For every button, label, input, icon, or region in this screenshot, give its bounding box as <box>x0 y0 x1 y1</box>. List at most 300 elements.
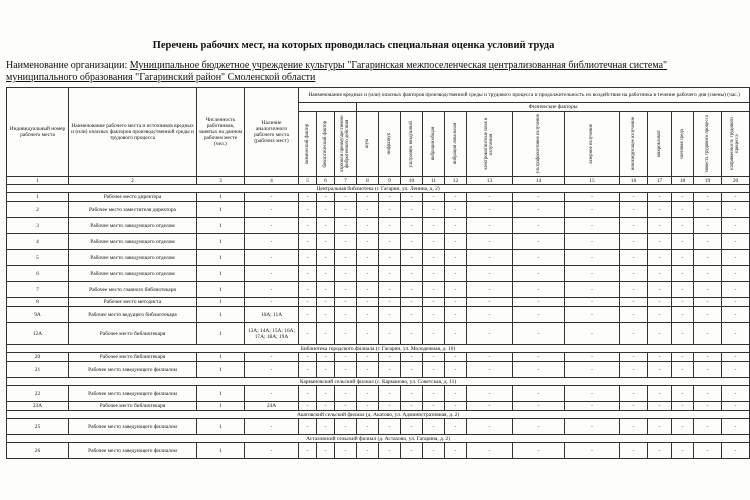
factor-value: - <box>445 419 467 435</box>
workplace-number: 20 <box>7 353 69 362</box>
factor-value: - <box>620 218 648 234</box>
factor-value: - <box>335 218 357 234</box>
workplace-number: 5 <box>7 250 69 266</box>
analog-workplaces: 24А <box>245 402 299 411</box>
workplace-number: 3 <box>7 218 69 234</box>
factor-value: - <box>648 323 672 345</box>
factor-value: - <box>694 362 722 378</box>
section-row <box>7 411 750 419</box>
factor-value: - <box>299 298 317 307</box>
factor-value: - <box>722 298 750 307</box>
factor-value: - <box>648 266 672 282</box>
factor-value: - <box>299 266 317 282</box>
header-factor <box>445 112 467 177</box>
header-factor <box>357 112 379 177</box>
column-number: 16 <box>620 177 648 185</box>
factor-value: - <box>335 234 357 250</box>
factor-value: - <box>672 419 694 435</box>
factor-value: - <box>401 202 423 218</box>
header-factor-label: вибрация общая <box>430 127 436 161</box>
factor-value: - <box>467 419 513 435</box>
workplace-name: Рабочее место заведующего филиалом <box>69 443 197 459</box>
workplace-name: Рабочее место библиотекаря <box>69 323 197 345</box>
factor-value: - <box>335 298 357 307</box>
table-row <box>7 202 750 218</box>
worker-count: 1 <box>197 298 245 307</box>
factor-value: - <box>648 419 672 435</box>
factor-value: - <box>620 419 648 435</box>
factor-value: - <box>357 266 379 282</box>
factor-value: - <box>317 266 335 282</box>
factor-value: - <box>672 323 694 345</box>
factor-value: - <box>445 266 467 282</box>
factor-value: - <box>620 353 648 362</box>
factor-value: - <box>694 250 722 266</box>
workplace-number: 12А <box>7 323 69 345</box>
factor-value: - <box>513 266 565 282</box>
header-factor <box>401 112 423 177</box>
factor-value: - <box>401 362 423 378</box>
factor-value: - <box>335 443 357 459</box>
table-row <box>7 307 750 323</box>
factor-value: - <box>513 362 565 378</box>
column-number: 5 <box>299 177 317 185</box>
factor-value: - <box>648 298 672 307</box>
factor-value: - <box>379 386 401 402</box>
factor-value: - <box>423 298 445 307</box>
workplace-number: 26 <box>7 443 69 459</box>
factor-value: - <box>423 266 445 282</box>
header-factor-label: тяжесть трудового процесса <box>704 115 710 173</box>
factor-value: - <box>565 250 620 266</box>
factor-value: - <box>513 202 565 218</box>
factor-value: - <box>467 234 513 250</box>
factor-value: - <box>299 282 317 298</box>
header-factor-label: вибрация локальная <box>452 123 458 165</box>
factor-value: - <box>672 193 694 202</box>
factor-value: - <box>299 323 317 345</box>
factor-value: - <box>317 193 335 202</box>
factor-value: - <box>620 202 648 218</box>
factor-value: - <box>722 193 750 202</box>
factor-value: - <box>335 266 357 282</box>
workplace-number: 7 <box>7 282 69 298</box>
workplace-number: 21 <box>7 362 69 378</box>
factor-value: - <box>357 353 379 362</box>
workplace-number: 23А <box>7 402 69 411</box>
factor-value: - <box>423 193 445 202</box>
factor-value: - <box>401 266 423 282</box>
factor-value: - <box>722 282 750 298</box>
workplace-name: Рабочее место методиста <box>69 298 197 307</box>
analog-workplaces: 10А; 11А <box>245 307 299 323</box>
factor-value: - <box>335 250 357 266</box>
factor-value: - <box>722 307 750 323</box>
worker-count: 1 <box>197 362 245 378</box>
factor-value: - <box>648 386 672 402</box>
factor-value: - <box>379 298 401 307</box>
header-factor-label: ионизирующее излучение <box>630 117 636 171</box>
analog-workplaces: - <box>245 234 299 250</box>
worker-count: 1 <box>197 202 245 218</box>
factor-value: - <box>648 307 672 323</box>
header-factor <box>565 112 620 177</box>
factor-value: - <box>513 386 565 402</box>
factor-value: - <box>379 402 401 411</box>
factor-value: - <box>722 402 750 411</box>
factor-value: - <box>648 250 672 266</box>
factor-value: - <box>379 193 401 202</box>
workplace-name: Рабочее место заместителя директора <box>69 202 197 218</box>
factor-value: - <box>335 419 357 435</box>
factor-value: - <box>672 218 694 234</box>
factor-value: - <box>379 202 401 218</box>
factor-value: - <box>445 250 467 266</box>
factor-value: - <box>565 234 620 250</box>
organization-name: Муниципальное бюджетное учреждение культуры "Гагаринская межпоселенческая централизованная библиотечная система" муниципального образования "Гагаринский район" Смоленской области <box>6 60 668 83</box>
workplace-name: Рабочее место заведующего филиалом <box>69 386 197 402</box>
factor-value: - <box>565 218 620 234</box>
factor-value: - <box>620 386 648 402</box>
factor-value: - <box>401 402 423 411</box>
factor-value: - <box>379 250 401 266</box>
workplace-number: 8 <box>7 298 69 307</box>
header-factor-label: электромагнитные поля и излучения <box>484 117 495 171</box>
workplaces-table <box>6 87 750 459</box>
factor-value: - <box>401 307 423 323</box>
factor-value: - <box>513 234 565 250</box>
section-title: Центральная библиотека (г. Гагарин, ул. Ленина, д. 2) <box>7 185 750 193</box>
factor-value: - <box>335 323 357 345</box>
factor-value: - <box>620 282 648 298</box>
analog-workplaces: - <box>245 353 299 362</box>
factor-value: - <box>513 353 565 362</box>
factor-value: - <box>694 282 722 298</box>
factor-value: - <box>565 386 620 402</box>
factor-value: - <box>565 323 620 345</box>
column-number: 12 <box>445 177 467 185</box>
factor-value: - <box>513 218 565 234</box>
factor-value: - <box>694 443 722 459</box>
factor-value: - <box>423 307 445 323</box>
factor-value: - <box>513 298 565 307</box>
header-factor-label: биологический фактор <box>322 120 328 168</box>
table-row <box>7 193 750 202</box>
factor-value: - <box>672 282 694 298</box>
factor-value: - <box>672 298 694 307</box>
factor-value: - <box>467 266 513 282</box>
factor-value: - <box>379 266 401 282</box>
factor-value: - <box>357 193 379 202</box>
factor-value: - <box>423 323 445 345</box>
factor-value: - <box>299 307 317 323</box>
header-factor <box>648 112 672 177</box>
workplace-number: 25 <box>7 419 69 435</box>
worker-count: 1 <box>197 353 245 362</box>
workplace-name: Рабочее место библиотекаря <box>69 402 197 411</box>
factor-value: - <box>335 202 357 218</box>
factor-value: - <box>648 202 672 218</box>
workplace-name: Рабочее место ведущего библиотекаря <box>69 307 197 323</box>
column-number: 3 <box>197 177 245 185</box>
table-row <box>7 218 750 234</box>
worker-count: 1 <box>197 218 245 234</box>
factor-value: - <box>722 443 750 459</box>
column-number: 18 <box>672 177 694 185</box>
header-factor <box>335 112 357 177</box>
factor-value: - <box>648 193 672 202</box>
factor-value: - <box>299 402 317 411</box>
factor-value: - <box>423 386 445 402</box>
table-row <box>7 386 750 402</box>
factor-value: - <box>648 402 672 411</box>
organization-line <box>6 60 696 84</box>
factor-value: - <box>694 402 722 411</box>
factor-value: - <box>423 362 445 378</box>
header-factor <box>672 112 694 177</box>
factor-value: - <box>467 443 513 459</box>
factor-value: - <box>401 298 423 307</box>
column-number: 6 <box>317 177 335 185</box>
column-number: 10 <box>401 177 423 185</box>
header-factor <box>317 112 335 177</box>
factor-value: - <box>445 234 467 250</box>
factor-value: - <box>357 402 379 411</box>
factor-value: - <box>379 323 401 345</box>
organization-label: Наименование организации: <box>6 60 128 71</box>
factor-value: - <box>648 282 672 298</box>
header-factor-label: инфразвук <box>386 133 392 155</box>
factor-value: - <box>620 402 648 411</box>
header-worker-count: Численность работников, занятых на данном рабочем месте (чел.) <box>197 88 245 177</box>
factor-value: - <box>445 307 467 323</box>
table-row <box>7 250 750 266</box>
table-row <box>7 402 750 411</box>
header-factor-label: ультрафиолетовое излучение <box>535 114 541 174</box>
factor-value: - <box>317 386 335 402</box>
factor-value: - <box>445 202 467 218</box>
workplace-name: Рабочее место заведующего отделом <box>69 250 197 266</box>
factor-value: - <box>648 362 672 378</box>
workplace-number: 22 <box>7 386 69 402</box>
factor-value: - <box>467 250 513 266</box>
factor-value: - <box>401 234 423 250</box>
factor-value: - <box>722 266 750 282</box>
factor-value: - <box>694 218 722 234</box>
workplace-number: 2 <box>7 202 69 218</box>
factor-value: - <box>513 419 565 435</box>
factor-value: - <box>317 443 335 459</box>
factor-value: - <box>722 250 750 266</box>
factor-value: - <box>467 218 513 234</box>
factor-value: - <box>379 362 401 378</box>
factor-value: - <box>722 323 750 345</box>
factor-value: - <box>299 202 317 218</box>
factor-value: - <box>379 443 401 459</box>
factor-value: - <box>423 218 445 234</box>
column-number: 8 <box>357 177 379 185</box>
workplace-name: Рабочее место заведующего филиалом <box>69 362 197 378</box>
factor-value: - <box>317 234 335 250</box>
table-row <box>7 419 750 435</box>
header-blank <box>299 103 357 112</box>
table-row <box>7 353 750 362</box>
header-factor <box>722 112 750 177</box>
factor-value: - <box>423 353 445 362</box>
factor-value: - <box>357 250 379 266</box>
factor-value: - <box>620 362 648 378</box>
factor-value: - <box>565 202 620 218</box>
factor-value: - <box>565 193 620 202</box>
factor-value: - <box>357 282 379 298</box>
factor-value: - <box>672 234 694 250</box>
table-row <box>7 266 750 282</box>
workplace-number: 6 <box>7 266 69 282</box>
page-title: Перечень рабочих мест, на которых проводилась специальная оценка условий труда <box>152 40 555 51</box>
factor-value: - <box>620 298 648 307</box>
factor-value: - <box>648 443 672 459</box>
factor-value: - <box>467 298 513 307</box>
factor-value: - <box>513 307 565 323</box>
factor-value: - <box>357 307 379 323</box>
factor-value: - <box>357 323 379 345</box>
factor-value: - <box>335 362 357 378</box>
worker-count: 1 <box>197 234 245 250</box>
header-factor-label: химический фактор <box>304 123 310 165</box>
section-title: Кармановский сельский филиал (с. Карманово, ул. Советская, д. 11) <box>7 378 750 386</box>
header-factor-label: напряженность трудового процесса <box>730 117 741 171</box>
worker-count: 1 <box>197 386 245 402</box>
factor-value: - <box>445 323 467 345</box>
factor-value: - <box>620 234 648 250</box>
factor-value: - <box>565 298 620 307</box>
header-factor-label: шум <box>364 139 370 149</box>
factor-value: - <box>379 419 401 435</box>
header-factor <box>423 112 445 177</box>
analog-workplaces: - <box>245 218 299 234</box>
column-number: 2 <box>69 177 197 185</box>
factor-value: - <box>694 193 722 202</box>
factor-value: - <box>401 419 423 435</box>
factor-value: - <box>722 202 750 218</box>
header-factor <box>379 112 401 177</box>
factor-value: - <box>722 353 750 362</box>
factor-value: - <box>317 298 335 307</box>
worker-count: 1 <box>197 193 245 202</box>
table-row <box>7 443 750 459</box>
analog-workplaces: - <box>245 202 299 218</box>
header-factors-group: Наименование вредных и (или) опасных факторов производственной среды и трудового процесса и продолжительность их воздействия на работника в течение рабочего дня (смены) (час.) <box>299 88 750 103</box>
factor-value: - <box>317 353 335 362</box>
factor-value: - <box>467 193 513 202</box>
section-row <box>7 435 750 443</box>
factor-value: - <box>620 250 648 266</box>
factor-value: - <box>299 234 317 250</box>
factor-value: - <box>445 386 467 402</box>
factor-value: - <box>565 419 620 435</box>
column-number: 4 <box>245 177 299 185</box>
workplace-name: Рабочее место директора <box>69 193 197 202</box>
factor-value: - <box>672 250 694 266</box>
factor-value: - <box>694 323 722 345</box>
factor-value: - <box>467 323 513 345</box>
factor-value: - <box>694 298 722 307</box>
worker-count: 1 <box>197 250 245 266</box>
worker-count: 1 <box>197 443 245 459</box>
analog-workplaces: - <box>245 282 299 298</box>
header-factor-label: световая среда <box>679 129 685 159</box>
factor-value: - <box>648 234 672 250</box>
factor-value: - <box>317 202 335 218</box>
factor-value: - <box>299 250 317 266</box>
analog-workplaces: - <box>245 193 299 202</box>
column-number: 9 <box>379 177 401 185</box>
factor-value: - <box>299 218 317 234</box>
table-row <box>7 362 750 378</box>
factor-value: - <box>357 386 379 402</box>
header-analog-workplaces: Наличие аналогичного рабочего места (рабочих мест) <box>245 88 299 177</box>
factor-value: - <box>445 402 467 411</box>
header-factor-label: аэрозоли преимущественно фиброгенного действия <box>340 115 351 173</box>
factor-value: - <box>672 362 694 378</box>
section-row <box>7 345 750 353</box>
factor-value: - <box>299 386 317 402</box>
header-factor <box>694 112 722 177</box>
factor-value: - <box>565 402 620 411</box>
column-number: 20 <box>722 177 750 185</box>
factor-value: - <box>445 298 467 307</box>
column-number: 1 <box>7 177 69 185</box>
factor-value: - <box>401 386 423 402</box>
column-number: 15 <box>565 177 620 185</box>
factor-value: - <box>335 386 357 402</box>
factor-value: - <box>445 193 467 202</box>
factor-value: - <box>335 353 357 362</box>
factor-value: - <box>672 402 694 411</box>
factor-value: - <box>423 419 445 435</box>
factor-value: - <box>423 250 445 266</box>
factor-value: - <box>357 419 379 435</box>
worker-count: 1 <box>197 402 245 411</box>
factor-value: - <box>722 386 750 402</box>
factor-value: - <box>401 282 423 298</box>
factor-value: - <box>379 353 401 362</box>
section-title: Библиотека городского филиала (г. Гагарин, ул. Молодежная, д. 10) <box>7 345 750 353</box>
factor-value: - <box>722 218 750 234</box>
analog-workplaces: 13А; 14А; 15А; 16А; 17А; 18А; 19А <box>245 323 299 345</box>
factor-value: - <box>620 266 648 282</box>
factor-value: - <box>467 386 513 402</box>
factor-value: - <box>357 443 379 459</box>
factor-value: - <box>335 193 357 202</box>
factor-value: - <box>513 193 565 202</box>
factor-value: - <box>672 202 694 218</box>
workplace-number: 1 <box>7 193 69 202</box>
factor-value: - <box>445 443 467 459</box>
analog-workplaces: - <box>245 362 299 378</box>
factor-value: - <box>401 218 423 234</box>
header-factor <box>513 112 565 177</box>
factor-value: - <box>299 353 317 362</box>
workplace-name: Рабочее место заведующего филиалом <box>69 419 197 435</box>
factor-value: - <box>423 443 445 459</box>
factor-value: - <box>335 307 357 323</box>
factor-value: - <box>401 323 423 345</box>
factor-value: - <box>694 386 722 402</box>
factor-value: - <box>620 193 648 202</box>
factor-value: - <box>445 353 467 362</box>
table-row <box>7 298 750 307</box>
